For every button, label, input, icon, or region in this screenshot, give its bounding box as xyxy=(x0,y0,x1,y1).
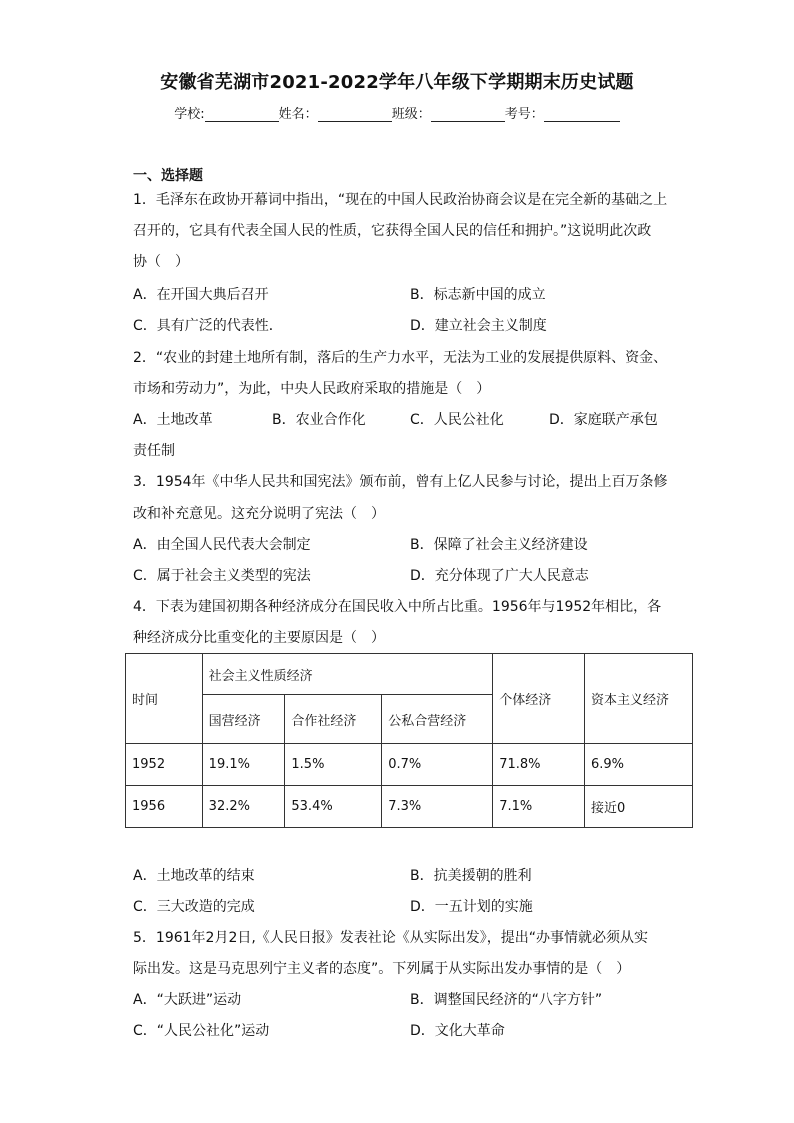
table-cell: 7.3% xyxy=(382,786,493,828)
q4-option-d[interactable]: D．一五计划的实施 xyxy=(410,899,533,915)
q2-option-b[interactable]: B．农业合作化 xyxy=(272,412,366,428)
q3-option-a[interactable]: A．由全国人民代表大会制定 xyxy=(133,537,311,553)
q4-stem-line1: 4．下表为建国初期各种经济成分在国民收入中所占比重。1956年与1952年相比，各 xyxy=(133,599,662,615)
table-cell: 19.1% xyxy=(202,744,285,786)
q4-stem-line2: 种经济成分比重变化的主要原因是（ ） xyxy=(133,630,385,646)
name-label: 姓名： xyxy=(278,107,318,122)
q2-stem-line2: 市场和劳动力”，为此，中央人民政府采取的措施是（ ） xyxy=(133,381,491,397)
q5-option-b[interactable]: B．调整国民经济的“八字方针” xyxy=(410,992,603,1008)
table-cell: 0.7% xyxy=(382,744,493,786)
exam-no-blank[interactable] xyxy=(544,107,620,122)
exam-no-label: 考号： xyxy=(504,107,544,122)
q2-option-d[interactable]: D．家庭联产承包 xyxy=(549,412,658,428)
table-cell: 6.9% xyxy=(585,744,693,786)
q4-option-a[interactable]: A．土地改革的结束 xyxy=(133,868,255,884)
q1-stem-line3: 协（ ） xyxy=(133,254,189,270)
q3-stem-line1: 3．1954年《中华人民共和国宪法》颁布前，曾有上亿人民参与讨论，提出上百万条修 xyxy=(133,474,668,490)
table-cell: 32.2% xyxy=(202,786,285,828)
header-coop-economy: 合作社经济 xyxy=(285,695,382,744)
q5-stem-line2: 际出发。这是马克思列宁主义者的态度”。下列属于从实际出发办事情的是（ ） xyxy=(133,961,631,977)
q5-stem-line1: 5．1961年2月2日,《人民日报》发表社论《从实际出发》，提出“办事情就必须从实 xyxy=(133,930,649,946)
table-cell: 接近0 xyxy=(585,786,693,828)
header-individual-economy: 个体经济 xyxy=(493,654,585,744)
q3-option-c[interactable]: C．属于社会主义类型的宪法 xyxy=(133,568,311,584)
q2-option-c[interactable]: C．人民公社化 xyxy=(410,412,504,428)
q1-option-c[interactable]: C．具有广泛的代表性． xyxy=(133,318,283,334)
q1-option-a[interactable]: A．在开国大典后召开 xyxy=(133,287,269,303)
table-cell: 71.8% xyxy=(493,744,585,786)
class-label: 班级： xyxy=(391,107,431,122)
table-cell: 1956 xyxy=(126,786,203,828)
header-capitalist-economy: 资本主义经济 xyxy=(585,654,693,744)
header-time: 时间 xyxy=(126,654,203,744)
table-cell: 1.5% xyxy=(285,744,382,786)
table-cell: 7.1% xyxy=(493,786,585,828)
q4-option-c[interactable]: C．三大改造的完成 xyxy=(133,899,255,915)
q3-option-d[interactable]: D．充分体现了广大人民意志 xyxy=(410,568,589,584)
name-blank[interactable] xyxy=(318,107,392,122)
header-joint-economy: 公私合营经济 xyxy=(382,695,493,744)
q2-option-d-continued: 责任制 xyxy=(133,443,175,459)
q1-stem-line2: 召开的，它具有代表全国人民的性质，它获得全国人民的信任和拥护。”这说明此次政 xyxy=(133,223,652,239)
q3-stem-line2: 改和补充意见。这充分说明了宪法（ ） xyxy=(133,506,385,522)
student-info-row xyxy=(0,103,794,122)
q2-stem-line1: 2．“农业的封建土地所有制，落后的生产力水平，无法为工业的发展提供原料、资金、 xyxy=(133,350,668,366)
section-heading: 一、选择题 xyxy=(133,168,203,184)
q1-option-d[interactable]: D．建立社会主义制度 xyxy=(410,318,547,334)
table-row xyxy=(126,744,693,786)
table-cell: 1952 xyxy=(126,744,203,786)
q4-option-b[interactable]: B．抗美援朝的胜利 xyxy=(410,868,532,884)
q5-option-c[interactable]: C．“人民公社化”运动 xyxy=(133,1023,270,1039)
exam-title: 安徽省芜湖市2021-2022学年八年级下学期期末历史试题 xyxy=(160,72,634,93)
q3-option-b[interactable]: B．保障了社会主义经济建设 xyxy=(410,537,588,553)
header-state-economy: 国营经济 xyxy=(202,695,285,744)
q1-option-b[interactable]: B．标志新中国的成立 xyxy=(410,287,546,303)
class-blank[interactable] xyxy=(431,107,505,122)
economy-share-table xyxy=(125,653,693,828)
school-blank[interactable] xyxy=(205,107,279,122)
school-label: 学校: xyxy=(174,107,205,122)
q1-stem-line1: 1．毛泽东在政协开幕词中指出，“现在的中国人民政治协商会议是在完全新的基础之上 xyxy=(133,192,668,208)
table-cell: 53.4% xyxy=(285,786,382,828)
table-header-row xyxy=(126,654,693,695)
q5-option-d[interactable]: D．文化大革命 xyxy=(410,1023,505,1039)
header-socialist-economy: 社会主义性质经济 xyxy=(202,654,493,695)
q2-option-a[interactable]: A．土地改革 xyxy=(133,412,213,428)
table-row xyxy=(126,786,693,828)
q5-option-a[interactable]: A．“大跃进”运动 xyxy=(133,992,242,1008)
